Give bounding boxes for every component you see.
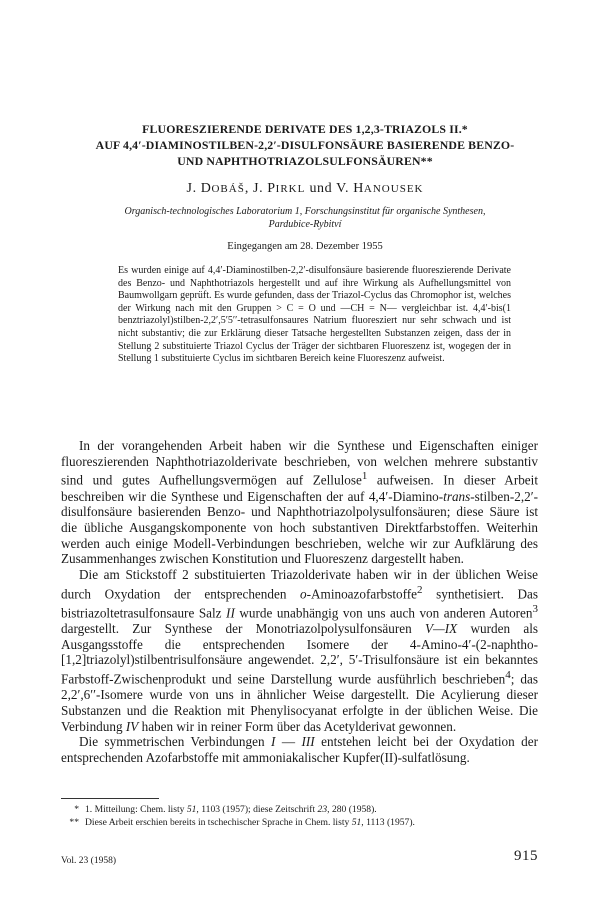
text-run: -Aminoazofarbstoffe — [306, 586, 417, 602]
footnote-ref: 3 — [532, 602, 538, 615]
text-run: wurden als Ausgangsstoffe die entsprechenden Isomere der 4-Amino-4′-(2-naphtho-[1,2]triazolyl)stilbentrisulfonsäure angewendet. 2,2′, 5′-Trisulfonsäure ist ein bekanntes Farbstoff-Zwischenprodukt und seine Darstellung wurde ausführlich beschrieben — [61, 620, 538, 687]
text-run: Diese Arbeit erschien bereits in tschechischer Sprache in Chem. listy — [85, 817, 352, 828]
affiliation — [40, 205, 570, 231]
text-run: In der vorangehenden Arbeit haben wir die Synthese und Eigenschaften einiger fluoreszierenden Naphthotriazolderivate beschrieben, von welchen mehrere substantiv sind und gutes Aufhellungsvermögen auf Zellulose — [61, 438, 538, 488]
author-1-initial: J. D — [186, 181, 212, 196]
title-line-3: UND NAPHTHOTRIAZOLSULFONSÄUREN** — [177, 154, 433, 168]
text-run: synthetisiert. Das bistriazoltetrasulfonsaure Salz — [61, 586, 538, 621]
footnote-2 — [61, 816, 538, 829]
compound-number: II — [226, 605, 235, 621]
italic-text: o — [300, 586, 307, 602]
volume-number: 51 — [351, 817, 362, 828]
received-date: Eingegangen am 28. Dezember 1955 — [227, 241, 383, 252]
paragraph — [61, 734, 538, 765]
footnotes — [61, 803, 538, 829]
title-line-2: AUF 4,4′-DIAMINOSTILBEN-2,2′-DISULFONSÄURE BASIERENDE BENZO- — [95, 138, 515, 152]
footnote-marker: ** — [69, 817, 79, 828]
affiliation-line-1: Organisch-technologisches Laboratorium 1, Forschungsinstitut für organische Synthesen, — [124, 206, 486, 217]
author-3-surname: ANOUSEK — [363, 183, 424, 195]
text-run: wurde unabhängig von uns auch von anderen Autoren — [234, 605, 533, 621]
page-number: 915 — [514, 848, 538, 864]
volume-number: 23 — [317, 804, 328, 815]
compound-number: III — [301, 734, 315, 750]
text-run: -stilben-2,2′-disulfonsäure basierenden Benzo- und Naphthotriazolpolysulfonsäuren; diese Säure ist die übliche Ausgangskomponente von hoch substantiven Direktfarbstoffen. Weiterhin werden auch einige Modell-Verbindungen beschrieben, welche wir zur Aufklärung des Zusammenhanges zwischen Konstitution und Fluoreszenz dargestellt haben. — [61, 488, 538, 567]
footnote-marker: * — [74, 804, 79, 815]
author-3-initial: V. H — [336, 181, 364, 196]
footnote-divider — [61, 798, 159, 799]
volume-number: 51 — [186, 804, 197, 815]
footnote-1 — [61, 803, 538, 816]
journal-volume: Vol. 23 (1958) — [61, 856, 116, 866]
text-run: haben wir in reiner Form über das Acetylderivat gewonnen. — [138, 718, 457, 734]
text-run: ; das 2,2′,6′′-Isomere wurde von uns in ähnlicher Weise dargestellt. Die Acylierung dieser Substanzen und die Reaktion mit Phenylisocyanat erfolgte in der üblichen Weise. Die Verbindung — [61, 671, 538, 734]
compound-number: V—IX — [424, 620, 458, 636]
article-title — [40, 121, 570, 169]
footnote-ref: 2 — [416, 583, 423, 596]
text-run: , 280 (1958). — [327, 804, 377, 815]
compound-number: I — [271, 734, 276, 750]
title-line-1: FLUORESZIERENDE DERIVATE DES 1,2,3-TRIAZOLS II.* — [142, 122, 468, 136]
footnote-ref: 1 — [361, 470, 368, 483]
text-run: Die am Stickstoff 2 substituierten Triazolderivate haben wir in der üblichen Weise durch Oxydation der entsprechenden — [61, 567, 538, 602]
text-run: — — [275, 734, 302, 750]
author-separator: , — [244, 181, 254, 196]
text-run: aufweisen. In dieser Arbeit beschreiben wir die Synthese und Eigenschaften der auf 4,4′-Diamino- — [61, 472, 538, 504]
italic-text: trans — [443, 488, 471, 504]
text-run: dargestellt. Zur Synthese der Monotriazolpolysulfonsäuren — [61, 620, 425, 636]
compound-number: IV — [125, 718, 139, 734]
author-2-initial: J. P — [253, 181, 276, 196]
text-run: entstehen leicht bei der Oxydation der entsprechenden Azofarbstoffe mit ammoniakalischer Kupfer(II)-sulfatlösung. — [61, 734, 539, 765]
text-run: 1. Mitteilung: Chem. listy — [85, 804, 187, 815]
paragraph — [61, 567, 538, 734]
text-run: Die symmetrischen Verbindungen — [79, 734, 271, 750]
body-text — [61, 438, 538, 766]
author-1-surname: OBÁŠ — [211, 183, 245, 195]
abstract: Es wurden einige auf 4,4′-Diaminostilben-2,2′-disulfonsäure basierende fluoreszierende Derivate des Benzo- und Naphthotriazols hergestellt und auf ihre Wirkung als Aufhellungsmittel von Baumwollgarn geprüft. Es wurde gefunden, dass der Triazol-Cyclus das Chromophor ist, welches der Wirkung nach mit den Gruppen > C = O und —CH = N— vergleichbar ist. 4,4′-bis(1 benztriazolyl)stilben-2,2′,5′5′′-tetrasulfonsaures Natrium fluoresziert nur sehr schwach und ist nicht substantiv; die zur Erklärung dieser Tatsache hergestellten Substanzen zeigen, dass der in Stellung 2 substituierte Triazol Cyclus der Träger der sichtbaren Fluoreszenz ist, wogegen der in Stellung 1 substituierte Cyclus im sichtbaren Bereich keine Fluoreszenz aufweist. — [118, 265, 511, 365]
author-list — [40, 181, 570, 197]
author-2-surname: IRKL — [275, 183, 306, 195]
text-run: , 1113 (1957). — [361, 817, 415, 828]
author-separator: und — [305, 181, 337, 196]
paragraph — [61, 438, 538, 567]
text-run: , 1103 (1957); diese Zeitschrift — [196, 804, 318, 815]
affiliation-line-2: Pardubice-Rybitví — [268, 219, 342, 230]
footnote-ref: 4 — [505, 669, 511, 682]
